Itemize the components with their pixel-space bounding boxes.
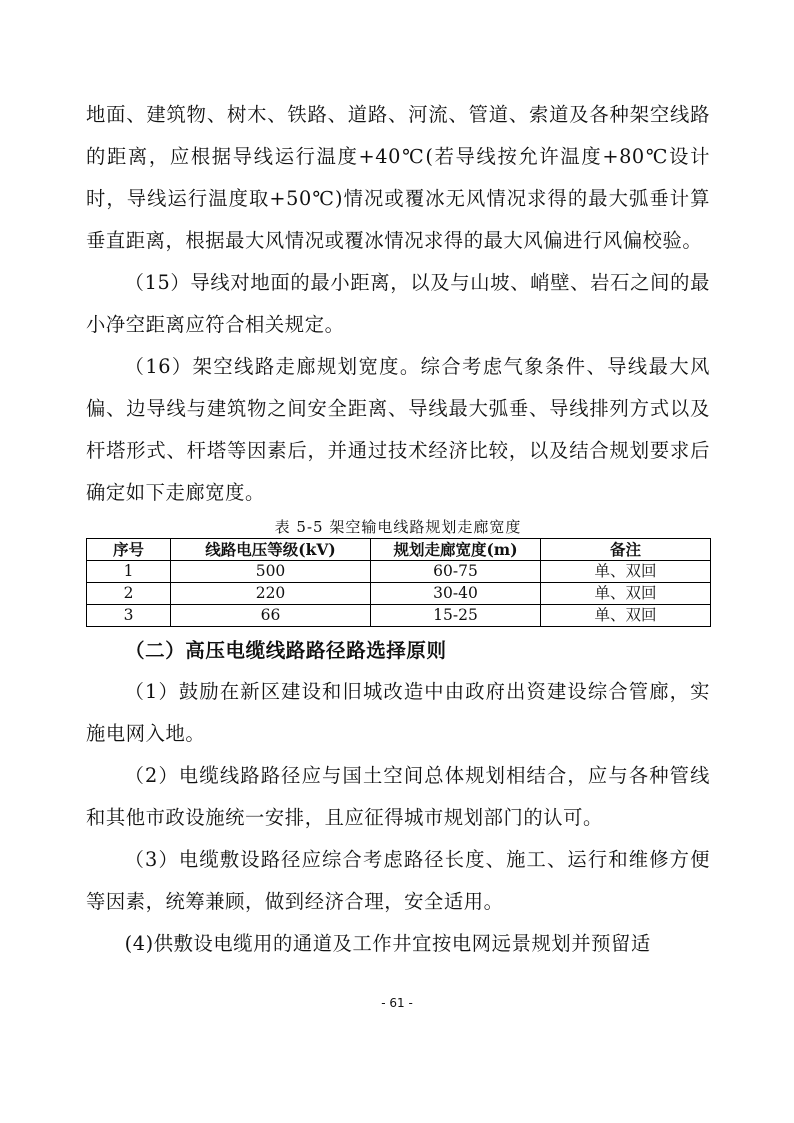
- page-number: - 61 -: [381, 996, 413, 1010]
- cell-voltage: 500: [171, 561, 371, 583]
- cell-index: 2: [87, 583, 171, 605]
- paragraph-cable-4: (4)供敷设电缆用的通道及工作井宜按电网远景规划并预留适: [124, 932, 651, 955]
- cell-index: 3: [87, 605, 171, 627]
- cell-corridor-width: 15-25: [371, 605, 541, 627]
- cell-remark: 单、双回: [541, 561, 711, 583]
- cell-remark: 单、双回: [541, 583, 711, 605]
- corridor-width-table: [86, 538, 711, 627]
- header-voltage: 线路电压等级(kV): [171, 539, 371, 561]
- paragraph-distance-calculation: 地面、建筑物、树木、铁路、道路、河流、管道、索道及各种架空线路的距离，应根据导线运行温度+40℃(若导线按允许温度+80℃设计时，导线运行温度取+50℃)情况或覆冰无风情况求得的最大弧垂计算垂直距离，根据最大风情况或覆冰情况求得的最大风偏进行风偏校验。: [86, 103, 710, 252]
- table-caption: 表 5-5 架空输电线路规划走廊宽度: [274, 518, 522, 536]
- paragraph-cable-1: （1）鼓励在新区建设和旧城改造中由政府出资建设综合管廊，实施电网入地。: [86, 680, 710, 745]
- paragraph-cable-2: （2）电缆线路路径应与国土空间总体规划相结合，应与各种管线和其他市政设施统一安排，且应征得城市规划部门的认可。: [86, 764, 710, 829]
- table-row: [87, 561, 711, 583]
- paragraph-item-15: （15）导线对地面的最小距离，以及与山坡、峭壁、岩石之间的最小净空距离应符合相关规定。: [86, 271, 710, 336]
- cell-voltage: 66: [171, 605, 371, 627]
- paragraph-cable-3: （3）电缆敷设路径应综合考虑路径长度、施工、运行和维修方便等因素，统筹兼顾，做到经济合理，安全适用。: [86, 848, 710, 913]
- cell-index: 1: [87, 561, 171, 583]
- header-corridor-width: 规划走廊宽度(m): [371, 539, 541, 561]
- paragraph-item-16: （16）架空线路走廊规划宽度。综合考虑气象条件、导线最大风偏、边导线与建筑物之间安全距离、导线最大弧垂、导线排列方式以及杆塔形式、杆塔等因素后，并通过技术经济比较，以及结合规划要求后确定如下走廊宽度。: [86, 355, 710, 504]
- header-index: 序号: [87, 539, 171, 561]
- header-remark: 备注: [541, 539, 711, 561]
- table-row: [87, 583, 711, 605]
- cell-voltage: 220: [171, 583, 371, 605]
- cell-corridor-width: 30-40: [371, 583, 541, 605]
- table-row: [87, 605, 711, 627]
- cell-corridor-width: 60-75: [371, 561, 541, 583]
- document-page: [86, 94, 710, 965]
- cell-remark: 单、双回: [541, 605, 711, 627]
- section-heading: （二）高压电缆线路路径路选择原则: [125, 639, 447, 662]
- table-header-row: [87, 539, 711, 561]
